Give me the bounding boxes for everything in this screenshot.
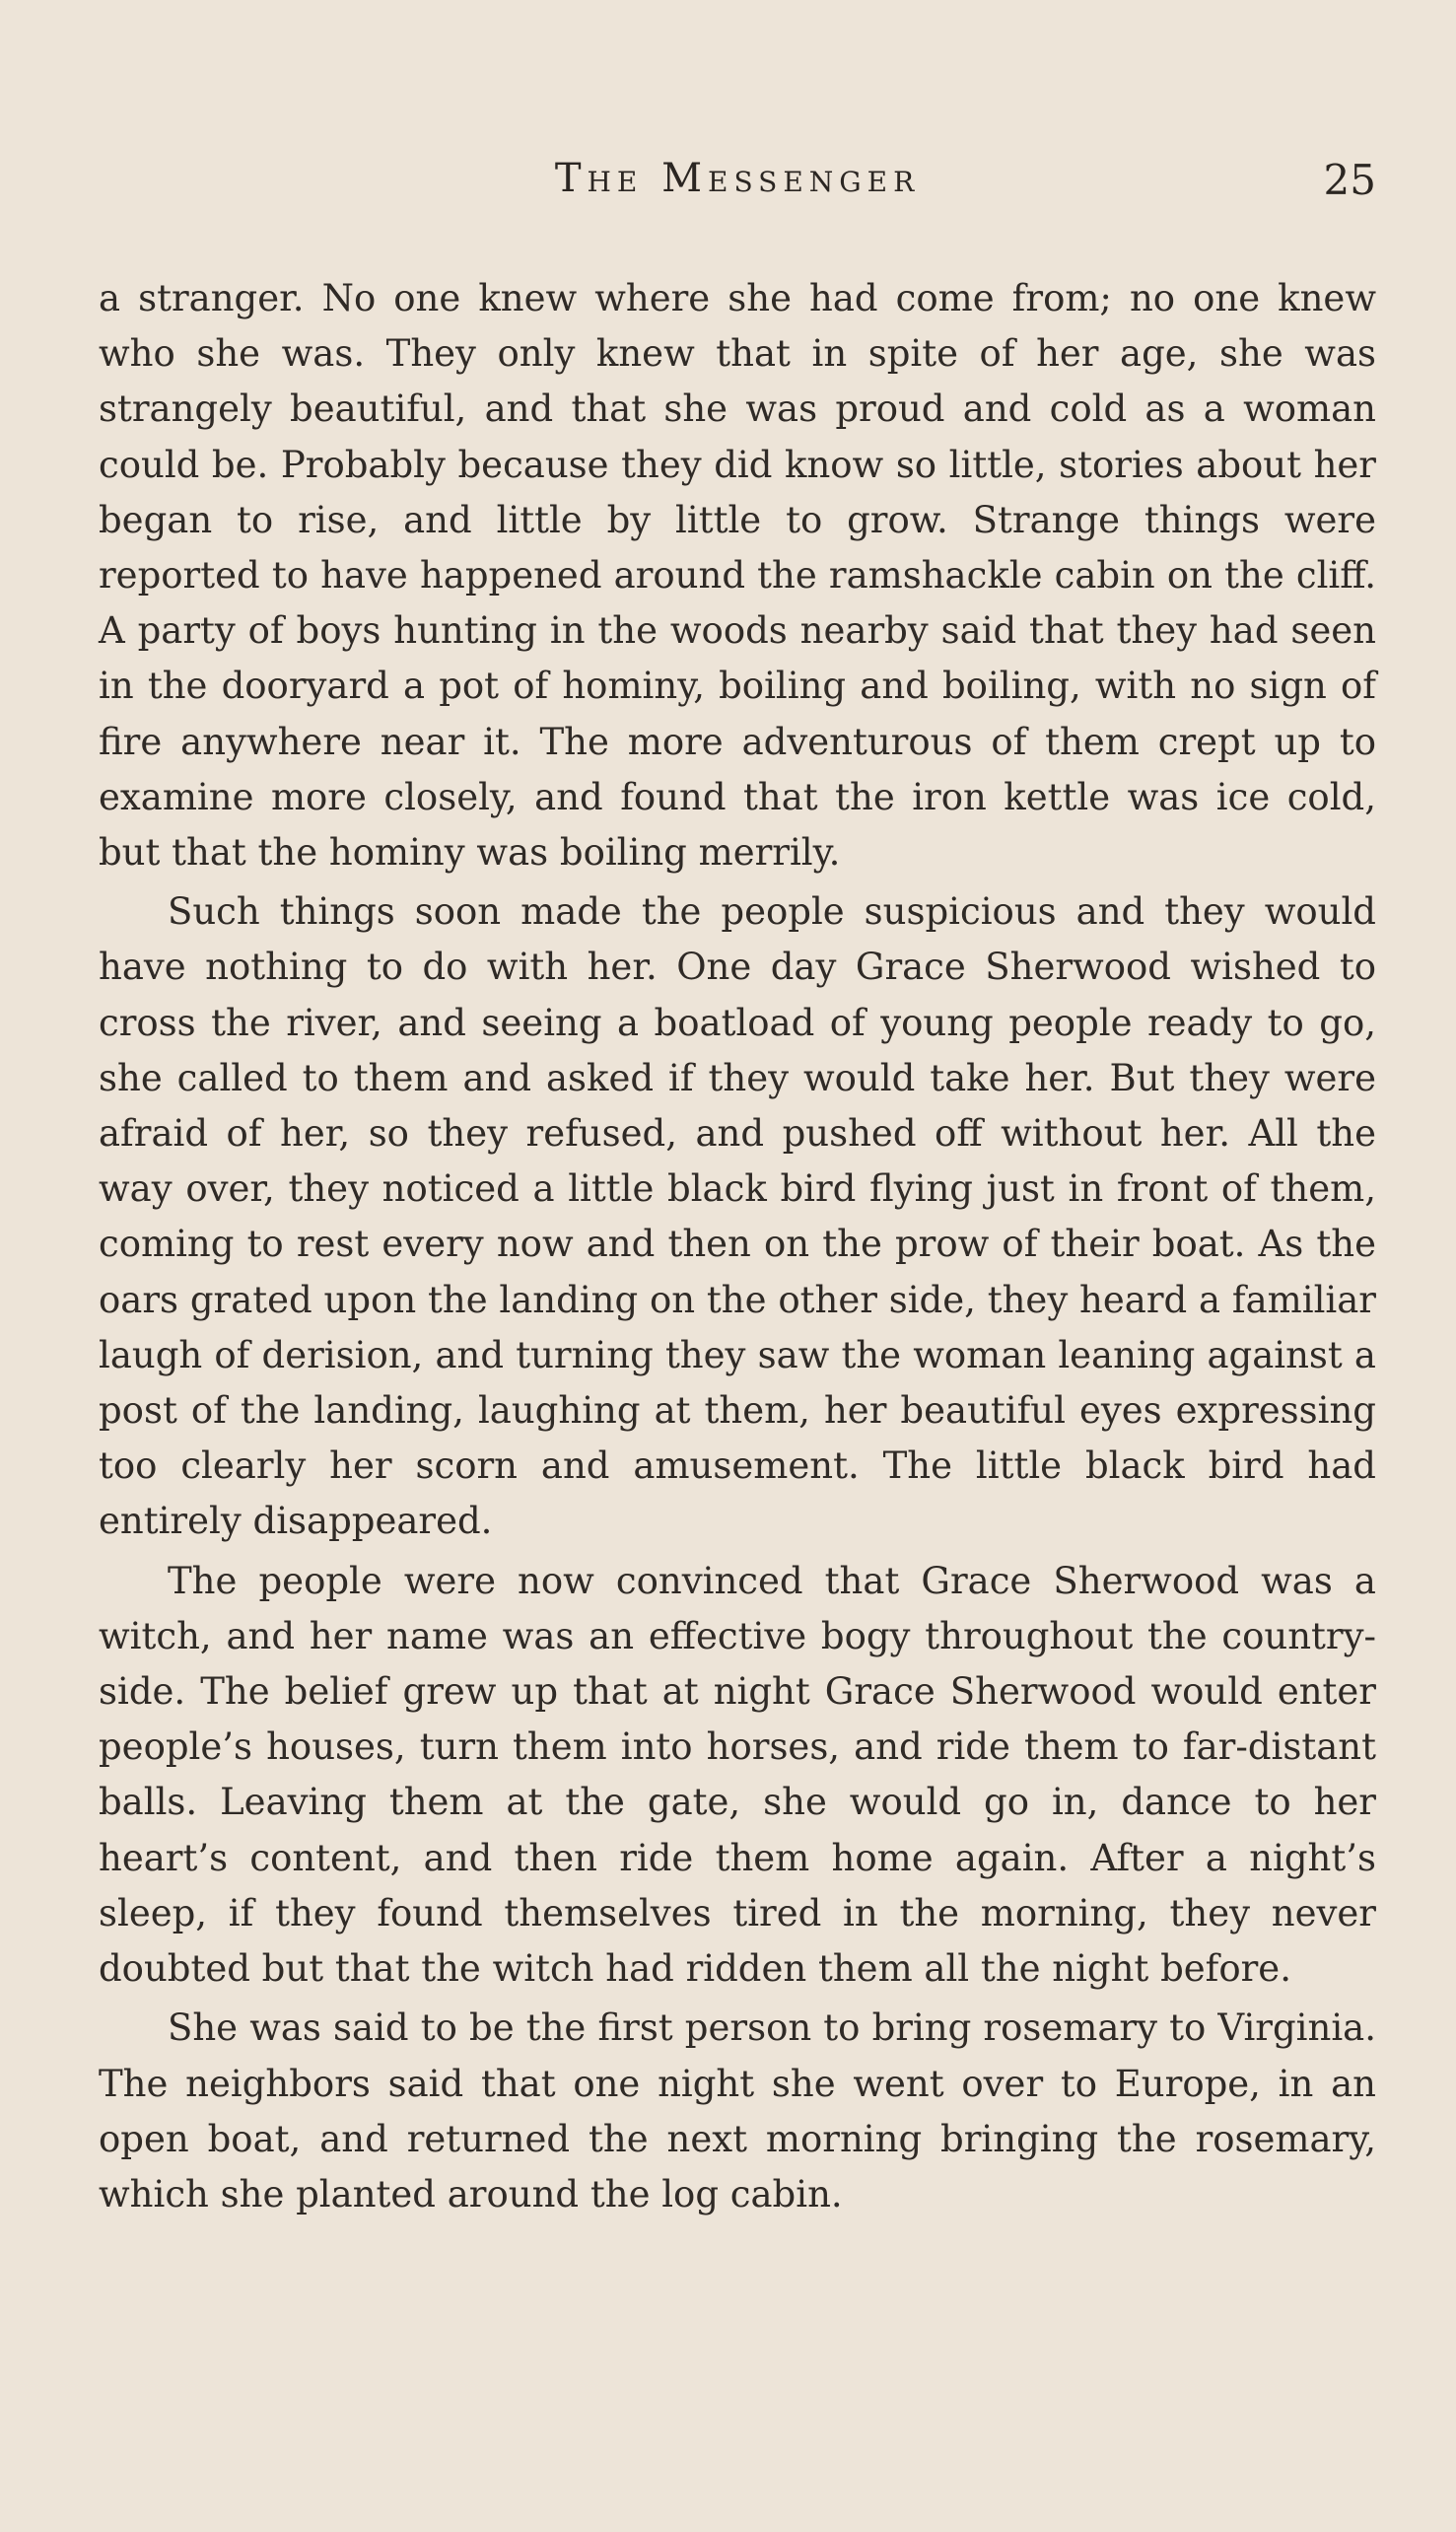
paragraph-2: Such things soon made the people suspicious and they would have nothing to do with her. One day Grace Sherwood wished to cross the river, and seeing a boatload of young people ready to go, she called to them and asked if they would take her. But they were afraid of her, so they refused, and pushed off without her. All the way over, they noticed a little black bird flying just in front of them, coming to rest every now and then on the prow of their boat. As the oars grated upon the landing on the other side, they heard a familiar laugh of derision, and turning they saw the woman leaning against a post of the landing, laughing at them, her beautiful eyes expressing too clearly her scorn and amusement. The little black bird had entirely disappeared. xyxy=(99,890,1376,1543)
paragraph-1: a stranger. No one knew where she had come from; no one knew who she was. They only knew that in spite of her age, she was strangely beautiful, and that she was proud and cold as a woman could be. Probably because they did know so little, stories about her began to rise, and little by little to grow. Strange things were reported to have happened around the ramshackle cabin on the cliff. A party of boys hunting in the woods nearby said that they had seen in the dooryard a pot of hominy, boiling and boiling, with no sign of fire anywhere near it. The more adventurous of them crept up to examine more closely, and found that the iron kettle was ice cold, but that the hominy was boiling merrily. xyxy=(99,277,1376,875)
page-number: 25 xyxy=(1323,156,1376,204)
body-text xyxy=(99,271,1376,2222)
paragraph-3: The people were now convinced that Grace Sherwood was a witch, and her name was an effective bogy throughout the country-side. The belief grew up that at night Grace Sherwood would enter people’s houses, turn them into horses, and ride them to far-distant balls. Leaving them at the gate, she would go in, dance to her heart’s content, and then ride them home again. After a night’s sleep, if they found themselves tired in the morning, they never doubted but that the witch had ridden them all the night before. xyxy=(99,1559,1376,1991)
paragraph-4: She was said to be the first person to bring rosemary to Virginia. The neighbors said that one night she went over to Europe, in an open boat, and returned the next morning bringing the rosemary, which she planted around the log cabin. xyxy=(99,2006,1376,2216)
page-header xyxy=(99,156,1376,225)
running-title: The Messenger xyxy=(554,156,921,201)
